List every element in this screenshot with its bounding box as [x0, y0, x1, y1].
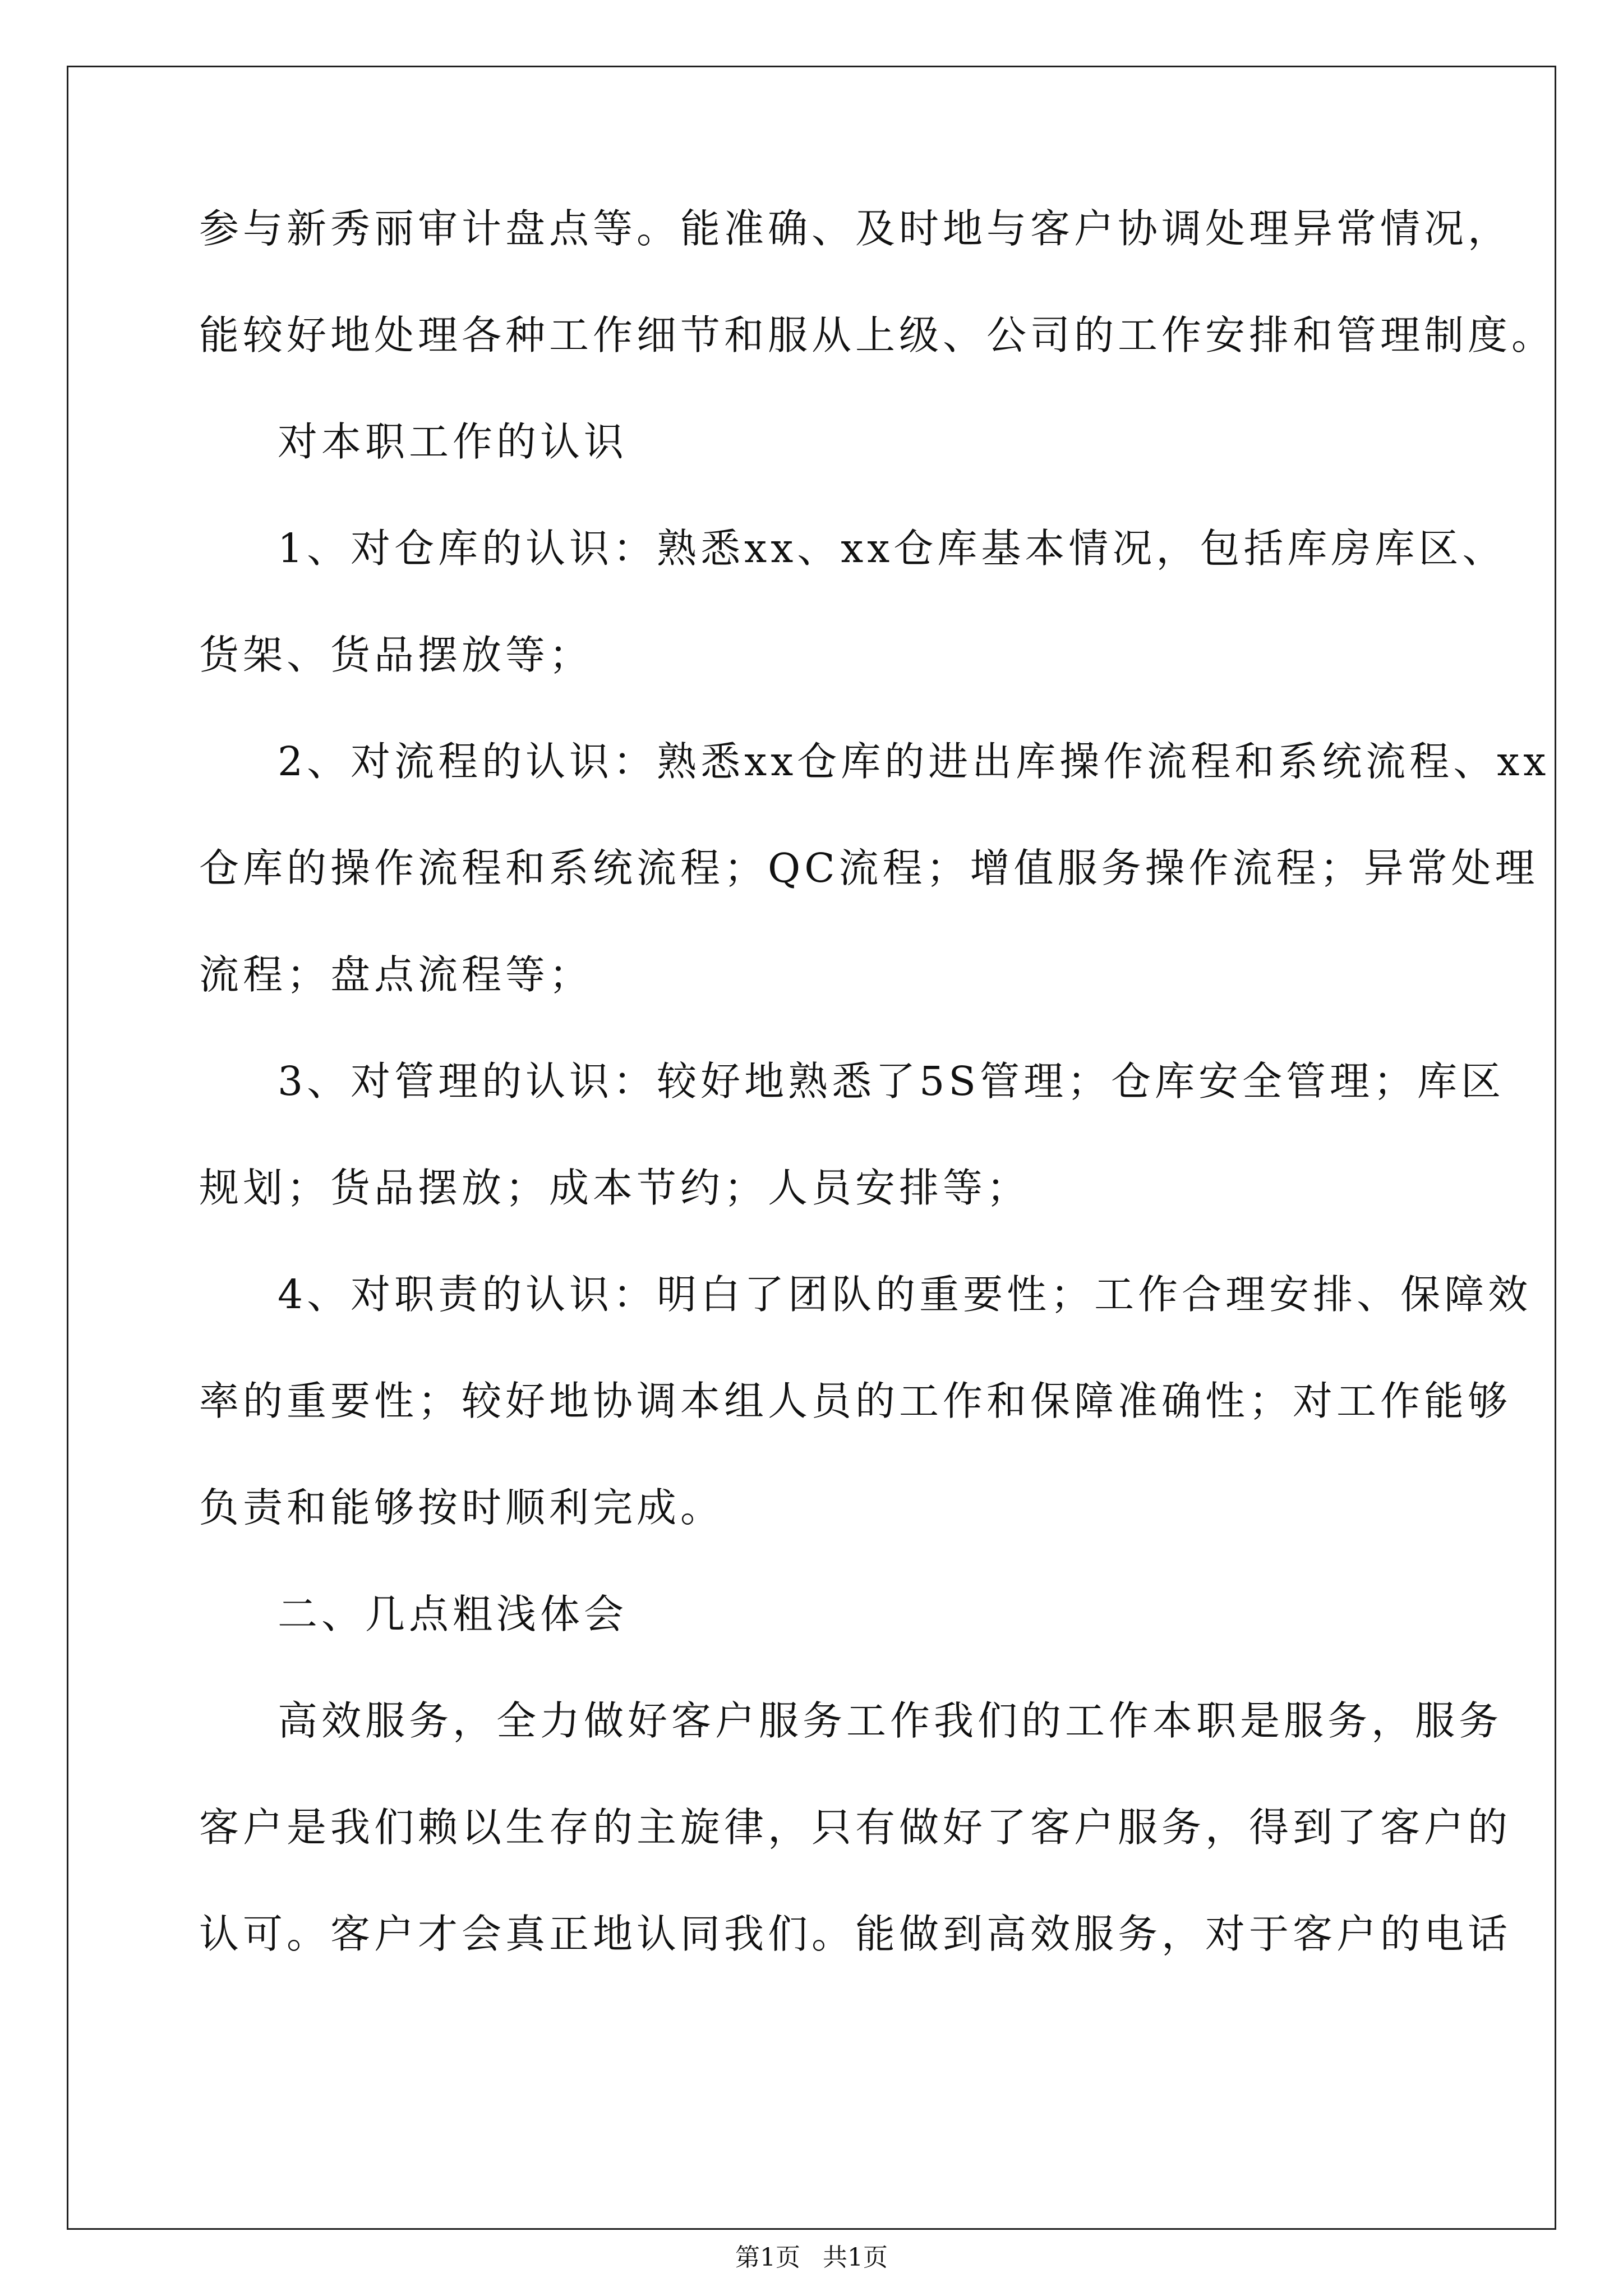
paragraph-line: 3、对管理的认识：较好地熟悉了5S管理；仓库安全管理；库区	[278, 1058, 1505, 1105]
paragraph-line: 参与新秀丽审计盘点等。能准确、及时地与客户协调处理异常情况，	[199, 205, 1512, 252]
page-footer	[0, 2241, 1623, 2275]
paragraph-line: 率的重要性；较好地协调本组人员的工作和保障准确性；对工作能够	[199, 1378, 1512, 1424]
page-number: 第1页	[735, 2243, 800, 2272]
page-total: 共1页	[823, 2243, 888, 2272]
paragraph-line: 规划；货品摆放；成本节约；人员安排等；	[199, 1165, 1031, 1211]
paragraph-line: 认可。客户才会真正地认同我们。能做到高效服务，对于客户的电话	[199, 1911, 1512, 1957]
paragraph-line: 1、对仓库的认识：熟悉xx、xx仓库基本情况，包括库房库区、	[278, 525, 1506, 572]
paragraph-line: 仓库的操作流程和系统流程；QC流程；增值服务操作流程；异常处理	[199, 845, 1539, 891]
paragraph-line: 4、对职责的认识：明白了团队的重要性；工作合理安排、保障效	[278, 1271, 1532, 1318]
paragraph-line: 高效服务，全力做好客户服务工作我们的工作本职是服务，服务	[278, 1697, 1503, 1744]
paragraph-line: 2、对流程的认识：熟悉xx仓库的进出库操作流程和系统流程、xx	[278, 738, 1550, 785]
paragraph-line: 客户是我们赖以生存的主旋律，只有做好了客户服务，得到了客户的	[199, 1804, 1512, 1851]
paragraph-line: 能较好地处理各种工作细节和服从上级、公司的工作安排和管理制度。	[199, 312, 1556, 358]
section-heading: 二、几点粗浅体会	[278, 1591, 628, 1637]
paragraph-line: 流程；盘点流程等；	[199, 951, 593, 998]
paragraph-line: 货架、货品摆放等；	[199, 632, 593, 678]
section-heading: 对本职工作的认识	[278, 418, 628, 465]
page-border	[67, 66, 1556, 2230]
paragraph-line: 负责和能够按时顺利完成。	[199, 1484, 725, 1531]
